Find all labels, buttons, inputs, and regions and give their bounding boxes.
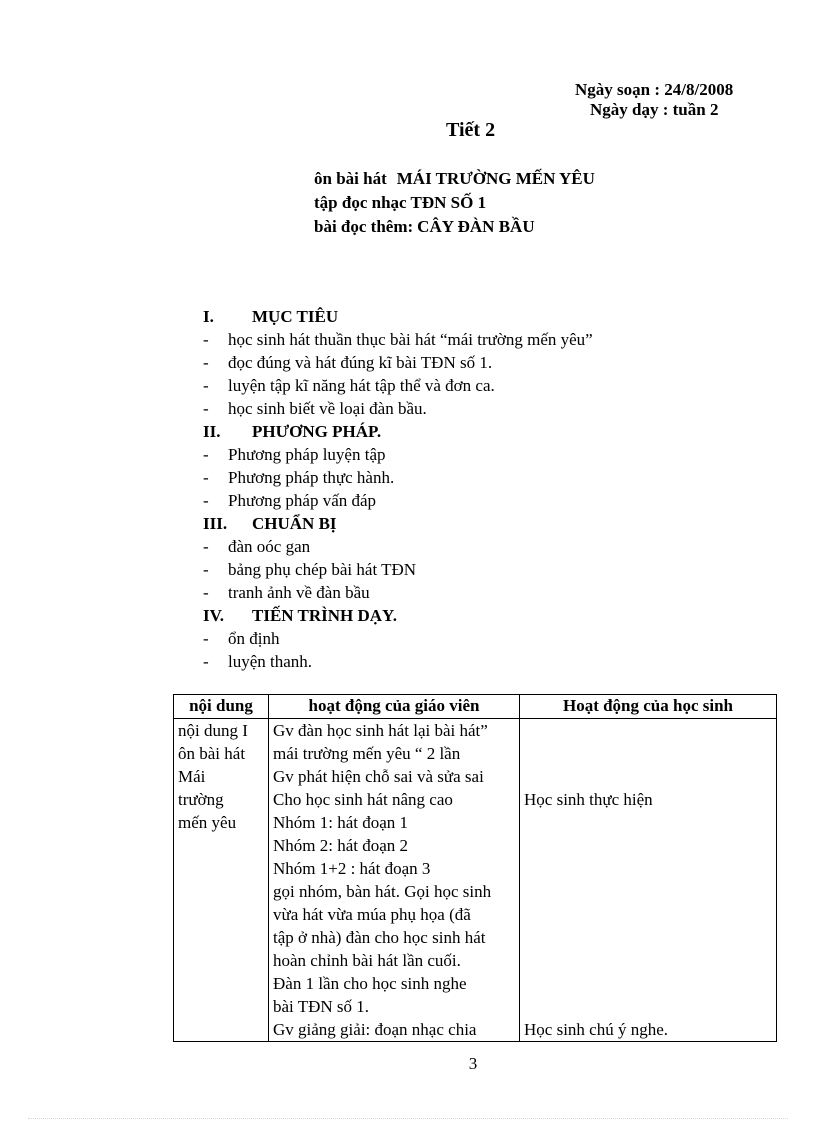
spacer bbox=[524, 719, 772, 742]
section-numeral: III. bbox=[203, 514, 228, 533]
teacher-line: vừa hát vừa múa phụ họa (đã bbox=[273, 905, 471, 924]
list-item-text: tranh ảnh về đàn bầu bbox=[228, 583, 370, 602]
spacer bbox=[524, 765, 772, 788]
list-item bbox=[203, 466, 593, 489]
section-numeral: II. bbox=[203, 422, 221, 441]
topic-line-3 bbox=[314, 215, 595, 239]
spacer bbox=[524, 949, 772, 972]
topic-block bbox=[314, 167, 595, 239]
list-item-text: luyện thanh. bbox=[228, 652, 313, 671]
dash-bullet: - bbox=[203, 629, 209, 648]
spacer bbox=[524, 811, 772, 834]
list-item bbox=[203, 397, 593, 420]
page-bottom-rule bbox=[28, 1118, 788, 1119]
section-title: MỤC TIÊU bbox=[252, 307, 339, 326]
list-item-text: Phương pháp vấn đáp bbox=[228, 491, 377, 510]
topic-1-prefix: ôn bài hát bbox=[314, 169, 387, 188]
content-line: Mái bbox=[178, 767, 206, 786]
page-number: 3 bbox=[468, 1054, 478, 1073]
header-content: nội dung bbox=[174, 695, 269, 719]
teacher-cell bbox=[269, 719, 520, 1042]
content-line: ôn bài hát bbox=[178, 744, 246, 763]
list-item bbox=[203, 558, 593, 581]
teacher-line: gọi nhóm, bàn hát. Gọi học sinh bbox=[273, 882, 492, 901]
topic-3-prefix: bài đọc thêm: bbox=[314, 217, 414, 236]
spacer bbox=[524, 903, 772, 926]
activity-table bbox=[173, 694, 777, 1042]
topic-line-1 bbox=[314, 167, 595, 191]
section-heading bbox=[203, 305, 593, 328]
student-cell bbox=[520, 719, 777, 1042]
teacher-line: tập ở nhà) đàn cho học sinh hát bbox=[273, 928, 486, 947]
list-item-text: Phương pháp thực hành. bbox=[228, 468, 395, 487]
list-item bbox=[203, 443, 593, 466]
spacer bbox=[524, 834, 772, 857]
spacer bbox=[524, 880, 772, 903]
header-teacher: hoạt động của giáo viên bbox=[269, 695, 520, 719]
teacher-line: Gv phát hiện chỗ sai và sửa sai bbox=[273, 767, 484, 786]
section-title: PHƯƠNG PHÁP. bbox=[252, 422, 382, 441]
teacher-line: Nhóm 1+2 : hát đoạn 3 bbox=[273, 859, 431, 878]
spacer bbox=[524, 995, 772, 1018]
list-item bbox=[203, 374, 593, 397]
list-item-text: học sinh hát thuần thục bài hát “mái trường mến yêu” bbox=[228, 330, 593, 349]
table-row bbox=[174, 719, 777, 1042]
dash-bullet: - bbox=[203, 560, 209, 579]
section-title: CHUẨN BỊ bbox=[252, 514, 337, 533]
dash-bullet: - bbox=[203, 330, 209, 349]
content-line: trường bbox=[178, 790, 224, 809]
reading-title: CÂY ĐÀN BẦU bbox=[417, 217, 535, 236]
dash-bullet: - bbox=[203, 652, 209, 671]
date-block bbox=[560, 80, 733, 120]
topic-line-2: tập đọc nhạc TĐN SỐ 1 bbox=[314, 193, 487, 212]
content-line: mến yêu bbox=[178, 813, 237, 832]
teacher-line: Cho học sinh hát nâng cao bbox=[273, 790, 453, 809]
teacher-line: hoàn chỉnh bài hát lần cuối. bbox=[273, 951, 461, 970]
dash-bullet: - bbox=[203, 399, 209, 418]
section-title: TIẾN TRÌNH DẠY. bbox=[252, 606, 398, 625]
lesson-title: Tiết 2 bbox=[446, 119, 496, 141]
spacer bbox=[524, 742, 772, 765]
spacer bbox=[524, 972, 772, 995]
teacher-line: mái trường mến yêu “ 2 lần bbox=[273, 744, 461, 763]
dash-bullet: - bbox=[203, 445, 209, 464]
dash-bullet: - bbox=[203, 353, 209, 372]
dash-bullet: - bbox=[203, 468, 209, 487]
list-item-text: đọc đúng và hát đúng kĩ bài TĐN số 1. bbox=[228, 353, 493, 372]
table-header-row bbox=[174, 695, 777, 719]
list-item bbox=[203, 627, 593, 650]
song-title: MÁI TRƯỜNG MẾN YÊU bbox=[396, 169, 595, 188]
spacer bbox=[524, 857, 772, 880]
dash-bullet: - bbox=[203, 583, 209, 602]
dash-bullet: - bbox=[203, 376, 209, 395]
teacher-line: Nhóm 1: hát đoạn 1 bbox=[273, 813, 409, 832]
teaching-day: Ngày dạy : tuần 2 bbox=[590, 100, 719, 119]
student-note: Học sinh chú ý nghe. bbox=[524, 1020, 669, 1039]
list-item-text: ổn định bbox=[228, 629, 280, 648]
lesson-outline bbox=[203, 305, 593, 673]
section-numeral: I. bbox=[203, 307, 214, 326]
list-item bbox=[203, 581, 593, 604]
teacher-line: Nhóm 2: hát đoạn 2 bbox=[273, 836, 409, 855]
list-item-text: Phương pháp luyện tập bbox=[228, 445, 386, 464]
list-item-text: học sinh biết về loại đàn bầu. bbox=[228, 399, 427, 418]
teacher-line: Đàn 1 lần cho học sinh nghe bbox=[273, 974, 467, 993]
student-note: Học sinh thực hiện bbox=[524, 790, 653, 809]
dash-bullet: - bbox=[203, 537, 209, 556]
prepared-date: Ngày soạn : 24/8/2008 bbox=[575, 80, 734, 99]
list-item bbox=[203, 351, 593, 374]
teacher-line: Gv đàn học sinh hát lại bài hát” bbox=[273, 721, 488, 740]
list-item-text: luyện tập kĩ năng hát tập thể và đơn ca. bbox=[228, 376, 495, 395]
section-heading bbox=[203, 512, 593, 535]
teacher-line: bài TĐN số 1. bbox=[273, 997, 370, 1016]
list-item bbox=[203, 535, 593, 558]
content-line: nội dung I bbox=[178, 721, 248, 740]
list-item bbox=[203, 650, 593, 673]
content-cell bbox=[174, 719, 269, 1042]
spacer bbox=[524, 926, 772, 949]
section-numeral: IV. bbox=[203, 606, 224, 625]
section-heading bbox=[203, 420, 593, 443]
list-item bbox=[203, 328, 593, 351]
list-item-text: đàn oóc gan bbox=[228, 537, 311, 556]
header-student: Hoạt động của học sinh bbox=[520, 695, 777, 719]
list-item-text: bảng phụ chép bài hát TĐN bbox=[228, 560, 417, 579]
teacher-line: Gv giảng giải: đoạn nhạc chia bbox=[273, 1020, 477, 1039]
dash-bullet: - bbox=[203, 491, 209, 510]
list-item bbox=[203, 489, 593, 512]
section-heading bbox=[203, 604, 593, 627]
